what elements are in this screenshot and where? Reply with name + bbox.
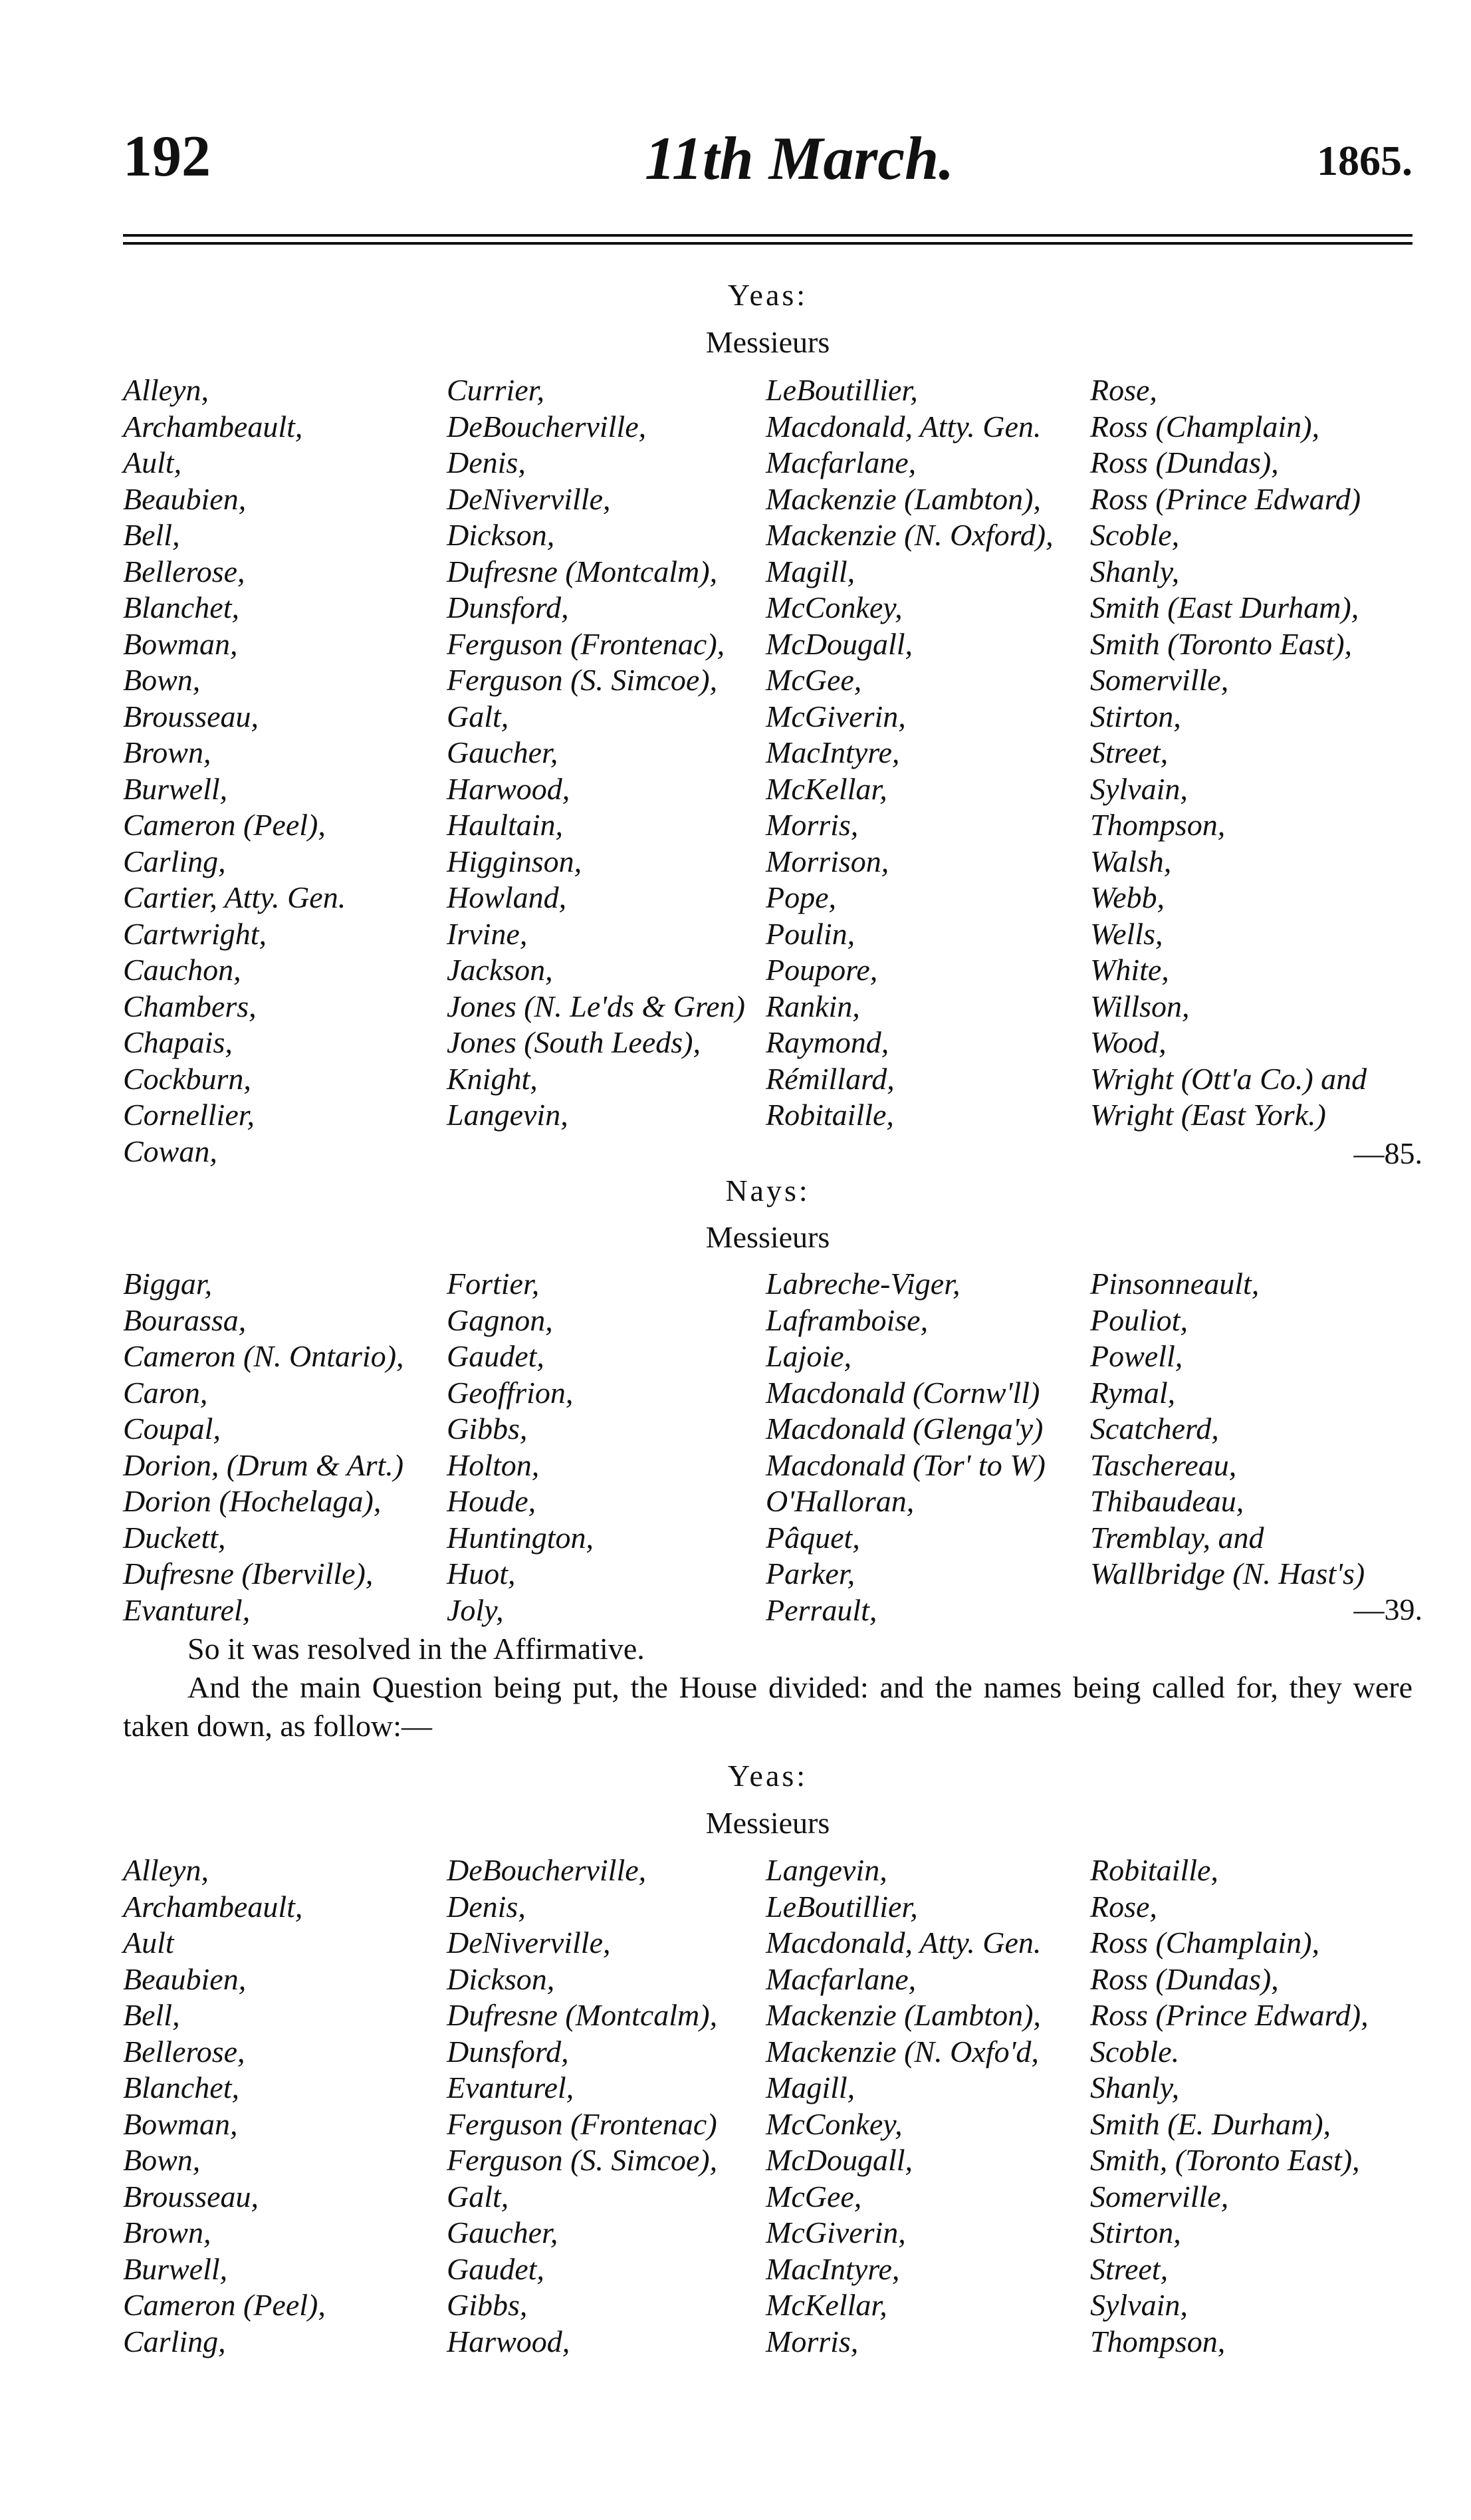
member-name: Evanturel, bbox=[123, 1592, 251, 1627]
member-name: Smith (East Durham), bbox=[1090, 590, 1359, 624]
member-name: Chapais, bbox=[123, 1025, 233, 1059]
member-name: Cornellier, bbox=[123, 1098, 255, 1132]
member-name: Dunsford, bbox=[447, 2034, 569, 2069]
division-1-nays-heading: Nays: bbox=[725, 1174, 810, 1207]
names-column bbox=[1090, 1852, 1369, 2360]
header-year: 1865. bbox=[1317, 137, 1413, 184]
division-2-yeas-list bbox=[123, 1852, 1422, 2371]
member-name: McGee, bbox=[766, 2179, 862, 2213]
member-name: Walsh, bbox=[1090, 844, 1172, 878]
member-name: Cartwright, bbox=[123, 916, 267, 951]
member-name: Dufresne (Montcalm), bbox=[447, 554, 718, 588]
division-2-yeas-heading: Yeas: bbox=[727, 1759, 808, 1793]
member-name: Bell, bbox=[123, 1998, 180, 2032]
member-name: Langevin, bbox=[447, 1098, 568, 1132]
member-name: LeBoutillier, bbox=[766, 1889, 918, 1924]
member-name: Robitaille, bbox=[766, 1098, 894, 1132]
member-name: Scoble, bbox=[1090, 518, 1180, 552]
member-name: Macdonald (Glenga'y) bbox=[766, 1412, 1044, 1446]
member-name: Dorion, (Drum & Art.) bbox=[123, 1448, 404, 1482]
member-name: Pope, bbox=[766, 880, 837, 914]
member-name: Huot, bbox=[447, 1557, 516, 1590]
member-name: Jackson, bbox=[447, 953, 553, 987]
member-name: Robitaille, bbox=[1090, 1853, 1218, 1887]
member-name: Archambeault, bbox=[123, 1889, 303, 1924]
member-name: White, bbox=[1090, 953, 1169, 987]
member-name: Somerville, bbox=[1090, 663, 1229, 697]
member-name: Raymond, bbox=[766, 1025, 889, 1059]
member-name: DeBoucherville, bbox=[447, 409, 647, 443]
member-name: Morris, bbox=[766, 808, 859, 842]
names-column bbox=[123, 372, 346, 1170]
member-name: McConkey, bbox=[766, 2106, 903, 2141]
member-name: Smith (E. Durham), bbox=[1090, 2106, 1331, 2141]
member-name: Rymal, bbox=[1090, 1375, 1176, 1410]
member-name: Wells, bbox=[1090, 916, 1163, 951]
member-name: Wright (East York.) bbox=[1090, 1098, 1326, 1132]
member-name: Gaudet, bbox=[447, 1339, 544, 1373]
member-name: Street, bbox=[1090, 2251, 1169, 2286]
names-column bbox=[447, 1852, 717, 2360]
member-name: Bown, bbox=[123, 2143, 201, 2177]
member-name: Gaudet, bbox=[447, 2251, 544, 2286]
member-name: Lajoie, bbox=[766, 1339, 852, 1373]
member-name: Willson, bbox=[1090, 989, 1190, 1023]
member-name: Howland, bbox=[447, 880, 567, 914]
member-name: Cauchon, bbox=[123, 953, 241, 987]
member-name: Ferguson (Frontenac), bbox=[447, 626, 725, 661]
member-name: Ross (Dundas), bbox=[1090, 445, 1279, 479]
member-name: Thibaudeau, bbox=[1090, 1484, 1244, 1518]
member-name: Laframboise, bbox=[766, 1303, 929, 1337]
member-name: Dorion (Hochelaga), bbox=[123, 1484, 382, 1518]
member-name: Poupore, bbox=[766, 953, 878, 987]
member-name: Parker, bbox=[766, 1557, 855, 1590]
member-name: Denis, bbox=[447, 445, 526, 479]
member-name: Biggar, bbox=[123, 1267, 213, 1301]
member-name: McKellar, bbox=[766, 2288, 887, 2322]
division-1-yeas-total: —85. bbox=[1353, 1136, 1422, 1170]
member-name: Wright (Ott'a Co.) and bbox=[1090, 1061, 1367, 1096]
member-name: McGiverin, bbox=[766, 2215, 906, 2249]
member-name: Wood, bbox=[1090, 1025, 1167, 1059]
division-1-nays-list bbox=[123, 1266, 1422, 1638]
member-name: Pouliot, bbox=[1090, 1303, 1188, 1337]
member-name: McDougall, bbox=[766, 626, 913, 661]
member-name: Pinsonneault, bbox=[1090, 1267, 1260, 1301]
member-name: MacIntyre, bbox=[766, 2251, 900, 2286]
member-name: Mackenzie (Lambton), bbox=[766, 481, 1041, 516]
member-name: Gibbs, bbox=[447, 1412, 528, 1446]
member-name: Rose, bbox=[1090, 1889, 1157, 1924]
member-name: Cartier, Atty. Gen. bbox=[123, 880, 346, 914]
member-name: Beaubien, bbox=[123, 481, 247, 516]
member-name: Mackenzie (N. Oxfo'd, bbox=[766, 2034, 1039, 2069]
resolution-paragraph: So it was resolved in the Affirmative. bbox=[187, 1632, 645, 1666]
member-name: Higginson, bbox=[447, 844, 582, 878]
member-name: Macdonald, Atty. Gen. bbox=[766, 409, 1042, 443]
member-name: Sylvain, bbox=[1090, 2288, 1188, 2322]
member-name: Brown, bbox=[123, 2215, 211, 2249]
page-header bbox=[123, 123, 1413, 209]
member-name: Galt, bbox=[447, 2179, 509, 2213]
division-1-nays-subheading: Messieurs bbox=[705, 1220, 830, 1254]
member-name: Taschereau, bbox=[1090, 1448, 1237, 1482]
member-name: Coupal, bbox=[123, 1412, 221, 1446]
member-name: Dunsford, bbox=[447, 590, 569, 624]
member-name: Smith, (Toronto East), bbox=[1090, 2143, 1360, 2177]
member-name: Scoble. bbox=[1090, 2034, 1180, 2069]
member-name: Beaubien, bbox=[123, 1961, 247, 1996]
member-name: Ault bbox=[123, 1926, 174, 1959]
member-name: O'Halloran, bbox=[766, 1484, 915, 1518]
member-name: Mackenzie (Lambton), bbox=[766, 1998, 1041, 2032]
member-name: Ross (Dundas), bbox=[1090, 1961, 1279, 1996]
member-name: Harwood, bbox=[447, 771, 570, 806]
member-name: Morris, bbox=[766, 2324, 859, 2358]
names-column bbox=[123, 1852, 326, 2360]
member-name: Gibbs, bbox=[447, 2288, 528, 2322]
member-name: DeNiverville, bbox=[447, 1926, 611, 1959]
division-1-yeas-subheading: Messieurs bbox=[705, 325, 830, 359]
member-name: Scatcherd, bbox=[1090, 1412, 1219, 1446]
member-name: Ferguson (S. Simcoe), bbox=[447, 2143, 718, 2177]
member-name: Ross (Prince Edward), bbox=[1090, 1998, 1369, 2032]
member-name: Dickson, bbox=[447, 518, 555, 552]
member-name: Burwell, bbox=[123, 771, 228, 806]
member-name: Brousseau, bbox=[123, 2179, 259, 2213]
member-name: Brousseau, bbox=[123, 699, 259, 733]
member-name: Gaucher, bbox=[447, 735, 558, 769]
member-name: Poulin, bbox=[766, 916, 855, 951]
member-name: Mackenzie (N. Oxford), bbox=[766, 518, 1054, 552]
member-name: Dufresne (Iberville), bbox=[123, 1557, 374, 1590]
member-name: Houde, bbox=[447, 1484, 536, 1518]
member-name: Joly, bbox=[447, 1592, 504, 1627]
member-name: Alleyn, bbox=[123, 1853, 209, 1887]
member-name: Blanchet, bbox=[123, 2071, 239, 2104]
member-name: Perrault, bbox=[766, 1592, 877, 1627]
names-column bbox=[447, 1266, 594, 1628]
member-name: Thompson, bbox=[1090, 808, 1226, 842]
member-name: Gagnon, bbox=[447, 1303, 553, 1337]
member-name: Macfarlane, bbox=[766, 1961, 917, 1996]
member-name: Bourassa, bbox=[123, 1303, 247, 1337]
member-name: DeBoucherville, bbox=[447, 1853, 647, 1887]
member-name: Webb, bbox=[1090, 880, 1165, 914]
member-name: McDougall, bbox=[766, 2143, 913, 2177]
member-name: Jones (N. Le'ds & Gren) bbox=[447, 989, 745, 1023]
member-name: Macdonald (Tor' to W) bbox=[766, 1448, 1046, 1482]
member-name: Dickson, bbox=[447, 1961, 555, 1996]
member-name: Cameron (Peel), bbox=[123, 808, 326, 842]
member-name: Cockburn, bbox=[123, 1061, 251, 1096]
member-name: Bellerose, bbox=[123, 2034, 245, 2069]
member-name: Holton, bbox=[447, 1448, 540, 1482]
names-column bbox=[766, 372, 1054, 1134]
member-name: Bell, bbox=[123, 518, 180, 552]
member-name: McGiverin, bbox=[766, 699, 906, 733]
member-name: Chambers, bbox=[123, 989, 257, 1023]
member-name: Powell, bbox=[1090, 1339, 1183, 1373]
member-name: Ross (Champlain), bbox=[1090, 409, 1319, 443]
division-1-yeas-heading: Yeas: bbox=[727, 278, 808, 312]
member-name: McGee, bbox=[766, 663, 862, 697]
member-name: McConkey, bbox=[766, 590, 903, 624]
member-name: Currier, bbox=[447, 373, 544, 407]
member-name: Macdonald, Atty. Gen. bbox=[766, 1926, 1042, 1959]
member-name: Street, bbox=[1090, 735, 1169, 769]
names-column bbox=[1090, 372, 1367, 1134]
member-name: Rankin, bbox=[766, 989, 860, 1023]
member-name: Tremblay, and bbox=[1090, 1520, 1264, 1555]
member-name: DeNiverville, bbox=[447, 481, 611, 516]
names-column bbox=[1090, 1266, 1365, 1628]
member-name: Ferguson (S. Simcoe), bbox=[447, 663, 718, 697]
division-1-yeas-list bbox=[123, 372, 1422, 1170]
member-name: Gaucher, bbox=[447, 2215, 558, 2249]
member-name: Stirton, bbox=[1090, 2215, 1181, 2249]
member-name: McKellar, bbox=[766, 771, 887, 806]
member-name: Somerville, bbox=[1090, 2179, 1229, 2213]
member-name: Cameron (Peel), bbox=[123, 2288, 326, 2322]
member-name: Morrison, bbox=[766, 844, 889, 878]
header-rule-bottom bbox=[123, 242, 1413, 245]
member-name: Stirton, bbox=[1090, 699, 1181, 733]
member-name: Cameron (N. Ontario), bbox=[123, 1339, 404, 1373]
member-name: Archambeault, bbox=[123, 409, 303, 443]
member-name: Knight, bbox=[447, 1061, 538, 1096]
member-name: Harwood, bbox=[447, 2324, 570, 2358]
member-name: Ault, bbox=[123, 445, 182, 479]
member-name: Geoffrion, bbox=[447, 1375, 574, 1410]
member-name: Sylvain, bbox=[1090, 771, 1188, 806]
member-name: Bown, bbox=[123, 663, 201, 697]
member-name: Magill, bbox=[766, 2071, 855, 2104]
member-name: Galt, bbox=[447, 699, 509, 733]
member-name: Alleyn, bbox=[123, 373, 209, 407]
names-column bbox=[766, 1266, 1046, 1628]
member-name: Cowan, bbox=[123, 1134, 217, 1168]
member-name: Haultain, bbox=[447, 808, 564, 842]
page-number: 192 bbox=[123, 124, 211, 189]
member-name: MacIntyre, bbox=[766, 735, 900, 769]
member-name: Duckett, bbox=[123, 1520, 226, 1555]
division-2-yeas-subheading: Messieurs bbox=[705, 1806, 830, 1840]
member-name: Rose, bbox=[1090, 373, 1157, 407]
member-name: Thompson, bbox=[1090, 2324, 1226, 2358]
names-column bbox=[123, 1266, 404, 1628]
member-name: Caron, bbox=[123, 1375, 208, 1410]
main-question-paragraph: And the main Question being put, the House divided: and the names being called for, they were taken down, as follow:— bbox=[123, 1670, 1413, 1743]
division-1-nays-total: —39. bbox=[1353, 1592, 1422, 1626]
member-name: Blanchet, bbox=[123, 590, 239, 624]
member-name: Magill, bbox=[766, 554, 855, 588]
member-name: Carling, bbox=[123, 844, 226, 878]
member-name: Carling, bbox=[123, 2324, 226, 2358]
member-name: Ross (Prince Edward) bbox=[1090, 481, 1361, 516]
member-name: Pâquet, bbox=[766, 1520, 860, 1555]
member-name: Burwell, bbox=[123, 2251, 228, 2286]
header-rule-top bbox=[123, 234, 1413, 237]
member-name: Ross (Champlain), bbox=[1090, 1926, 1319, 1959]
member-name: Irvine, bbox=[447, 916, 528, 951]
member-name: Fortier, bbox=[447, 1267, 540, 1301]
member-name: Huntington, bbox=[447, 1520, 594, 1555]
member-name: Bowman, bbox=[123, 2106, 238, 2141]
names-column bbox=[447, 372, 745, 1134]
member-name: Jones (South Leeds), bbox=[447, 1025, 701, 1059]
member-name: Brown, bbox=[123, 735, 211, 769]
member-name: Ferguson (Frontenac) bbox=[447, 2106, 717, 2141]
member-name: LeBoutillier, bbox=[766, 373, 918, 407]
names-column bbox=[766, 1852, 1041, 2360]
member-name: Wallbridge (N. Hast's) bbox=[1090, 1557, 1365, 1590]
member-name: Macfarlane, bbox=[766, 445, 917, 479]
member-name: Denis, bbox=[447, 1889, 526, 1924]
member-name: Smith (Toronto East), bbox=[1090, 626, 1353, 661]
member-name: Rémillard, bbox=[766, 1061, 895, 1096]
member-name: Bellerose, bbox=[123, 554, 245, 588]
member-name: Macdonald (Cornw'll) bbox=[766, 1375, 1040, 1410]
member-name: Labreche-Viger, bbox=[766, 1267, 961, 1301]
member-name bbox=[1090, 1592, 1365, 1629]
header-date: 11th March. bbox=[645, 124, 955, 192]
member-name: Evanturel, bbox=[447, 2071, 574, 2104]
member-name: Bowman, bbox=[123, 626, 238, 661]
member-name: Langevin, bbox=[766, 1853, 887, 1887]
member-name: Shanly, bbox=[1090, 554, 1180, 588]
member-name: Dufresne (Montcalm), bbox=[447, 1998, 718, 2032]
member-name: Shanly, bbox=[1090, 2071, 1180, 2104]
